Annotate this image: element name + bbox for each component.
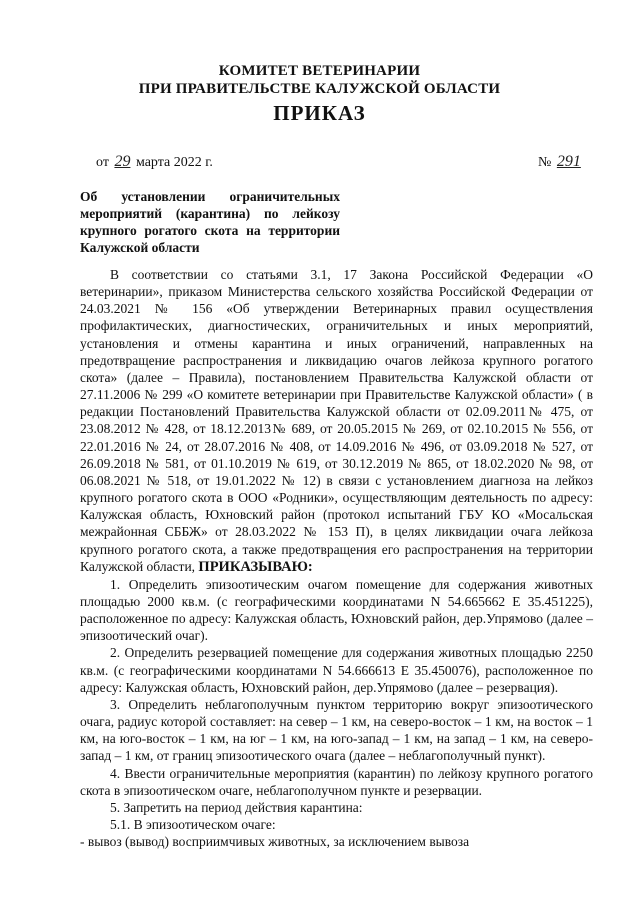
date-prefix: от <box>96 155 109 170</box>
order-number <box>538 153 583 171</box>
order-item-3: 3. Определить неблагополучным пунктом территорию вокруг эпизоотического очага, радиус которой составляет: на север – 1 км, на северо-восток – 1 км, на восток – 1 км, на юго-восток – 1 км, на юг – 1 км, на юго-запад – 1 км, на запад – 1 км, на северо-запад – 1 км, от границ эпизоотического очага (далее – неблагополучный пункт). <box>80 696 593 764</box>
order-dash-item: - вывоз (вывод) восприимчивых животных, за исключением вывоза <box>80 834 470 850</box>
date-month-year: марта 2022 г. <box>135 155 213 170</box>
order-item-1: 1. Определить эпизоотическим очагом помещение для содержания животных площадью 2000 кв.м. (с географическими координатами N 54.665662 E 35.451225), расположенное по адресу: Калужская область, Юхновский район, дер.Упрямово (далее –эпизоотический очаг). <box>80 576 593 644</box>
organization-name: КОМИТЕТ ВЕТЕРИНАРИИ <box>218 63 421 79</box>
number-sign: № <box>538 155 552 170</box>
order-directive-word: ПРИКАЗЫВАЮ: <box>198 558 313 575</box>
order-item-5: 5. Запретить на период действия карантина: <box>110 799 363 815</box>
preamble-paragraph <box>80 266 593 576</box>
number-value-handwritten: 291 <box>556 153 581 170</box>
order-item-2: 2. Определить резервацией помещение для содержания животных площадью 2250 кв.м. (с географическими координатами N 54.666613 E 35.450076), расположенное по адресу: Калужская область, Юхновский район, дер.Упрямово (далее – резервация). <box>80 645 593 695</box>
preamble-text: В соответствии со статьями 3.1, 17 Закона Российской Федерации «О ветеринарии», приказом Министерства сельского хозяйства Российской Федерации от 24.03.2021 № 156 «Об утверждении Ветеринарных правил осуществления профилактических, диагностических, ограничительных и иных мероприятий, установления и отмены карантина и иных ограничений, направленных на предотвращение распространения и ликвидацию очагов лейкоза крупного рогатого скота» (далее – Правила), постановлением Правительства Калужской области от 27.11.2006 № 299 «О комитете ветеринарии при Правительстве Калужской области» ( в редакции Постановлений Правительства Калужской области от 02.09.2011№ 475, от 23.08.2012 № 428, от 18.12.2013№ 689, от 20.05.2015 № 269, от 02.10.2015 № 556, от 22.01.2016 № 24, от 28.07.2016 № 408, от 14.09.2016 № 496, от 03.09.2018 № 527, от 26.09.2018 № 581, от 01.10.2019 № 619, от 30.12.2019 № 865, от 18.02.2020 № 98, от 06.08.2021 № 518, от 19.01.2022 № 12) в связи с установлением диагноза на лейкоз крупного рогатого скота в ООО «Родники», осуществляющим деятельность по адресу: Калужская область, Юхновский район (протокол испытаний ГБУ КО «Мосальская межрайонная СББЖ» от 28.03.2022 № 153 П), в целях ликвидации очага лейкоза крупного рогатого скота, а также предотвращения его распространения на территории Калужской области, <box>80 267 593 574</box>
date-day-handwritten: 29 <box>114 153 131 170</box>
organization-header <box>0 62 639 98</box>
order-subject: Об установлении ограничительных мероприятий (карантина) по лейкозу крупного рогатого скота на территории Калужской области <box>80 189 340 255</box>
organization-subordination: ПРИ ПРАВИТЕЛЬСТВЕ КАЛУЖСКОЙ ОБЛАСТИ <box>138 81 501 97</box>
order-item-5-1: 5.1. В эпизоотическом очаге: <box>110 817 276 832</box>
order-body <box>80 266 593 850</box>
order-date <box>96 153 213 171</box>
order-item-4: 4. Ввести ограничительные мероприятия (карантин) по лейкозу крупного рогатого скота в эпизоотическом очаге, неблагополучном пункте и резервации. <box>80 765 593 798</box>
document-type-title: ПРИКАЗ <box>273 101 366 125</box>
